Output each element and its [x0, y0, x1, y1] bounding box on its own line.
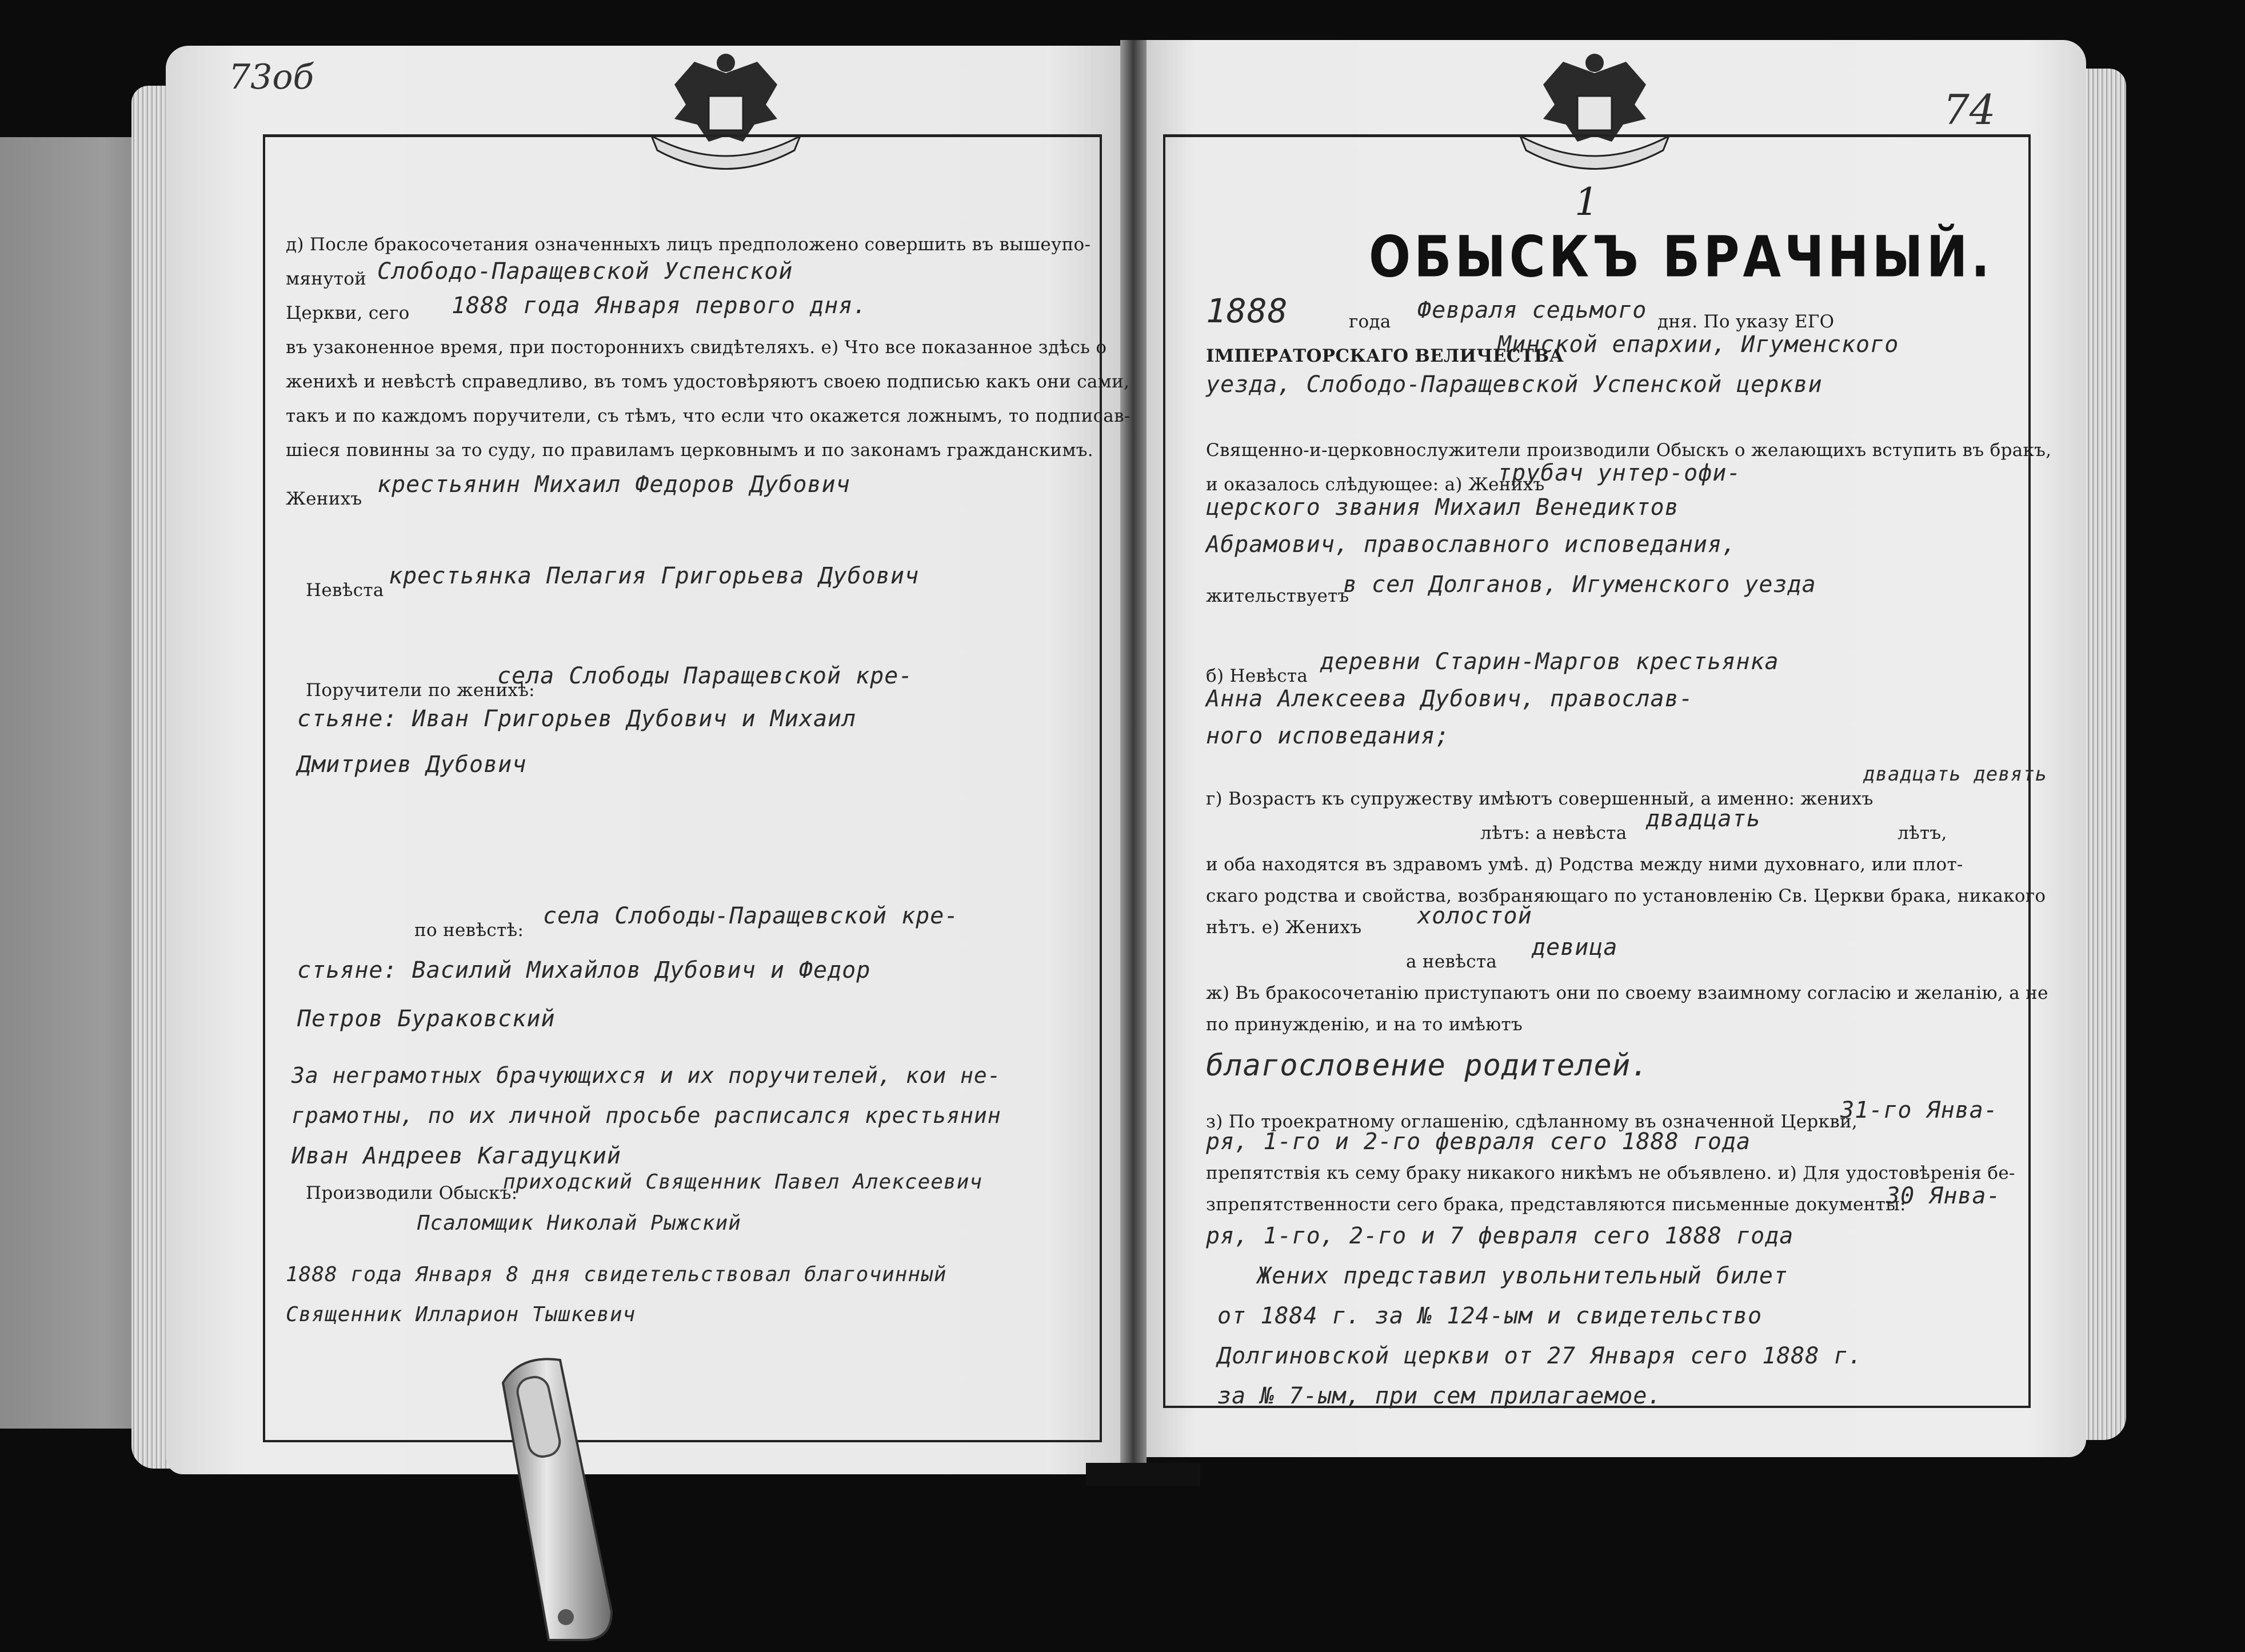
- groom-marital-handwriting: холостой: [1417, 903, 1532, 929]
- banns-handwriting-4: ря, 1-го, 2-го и 7 февраля сего 1888 года: [1206, 1223, 1794, 1249]
- age-line-4: скаго родства и свойства, возбраняющаго по установленію Св. Церкви брака, никакого: [1206, 886, 2046, 906]
- performed-by-psalmist: Псаломщик Николай Рыжский: [417, 1211, 741, 1235]
- left-page-frame: [263, 134, 1102, 1442]
- imperial-majesty-label: ІМПЕРАТОРСКАГО ВЕЛИЧЕСТВА: [1206, 346, 1564, 366]
- footer-note-line-2: Священник Илларион Тышкевич: [286, 1303, 636, 1326]
- banns-handwriting-3: 30 Янва-: [1886, 1183, 2001, 1209]
- record-title: ОБЫСКЪ БРАЧНЫЙ.: [1369, 224, 1994, 290]
- book-gutter: [1120, 40, 1147, 1480]
- section-d-line-1: д) После бракосочетания означенныхъ лицъ предположено совершить въ вышеупо-: [286, 234, 1091, 255]
- section-d-line-5: женихѣ и невѣстѣ справедливо, въ томъ удостовѣряютъ своею подписью какъ они сами,: [286, 371, 1130, 392]
- guarantors-bride-label: по невѣстѣ:: [414, 920, 524, 941]
- consent-handwriting: благословение родителей.: [1206, 1049, 1649, 1083]
- guarantors-groom-line-1: села Слободы Паращевской кре-: [497, 663, 913, 689]
- bride-marital-label: а невѣста: [1406, 951, 1497, 972]
- section-d-line-3: Церкви, сего: [286, 303, 410, 323]
- consent-line-1: ж) Въ бракосочетанію приступаютъ они по своему взаимному согласію и желанію, а не: [1206, 983, 2048, 1003]
- section-d-line-7: шіеся повинны за то суду, по правиламъ церковнымъ и по законамъ гражданскимъ.: [286, 440, 1093, 461]
- performed-by-label: Производили Обыскъ:: [306, 1183, 518, 1203]
- banns-line-1: з) По троекратному оглашенію, сдѣланному въ означенной Церкви,: [1206, 1111, 1858, 1132]
- guarantors-groom-line-2: стьяне: Иван Григорьев Дубович и Михаил: [297, 706, 857, 732]
- uezd-handwriting: уезда, Слободо-Паращевской Успенской церкви: [1206, 371, 1823, 398]
- age-line-1: г) Возрастъ къ супружеству имѣютъ совершенный, а именно: женихъ: [1206, 789, 1874, 809]
- groom-name-handwriting: церского звания Михаил Венедиктов: [1206, 494, 1679, 521]
- folio-right: 74: [1943, 86, 1996, 134]
- groom-marital-label: нѣтъ. е) Женихъ: [1206, 917, 1362, 938]
- record-year: 1888: [1206, 291, 1288, 330]
- day-label: дня. По указу ЕГО: [1657, 311, 1835, 332]
- section-d-line-4: въ узаконенное время, при постороннихъ свидѣтеляхъ. е) Что все показанное здѣсь о: [286, 337, 1107, 358]
- guarantors-groom-label: Поручители по женихѣ:: [306, 680, 535, 701]
- performed-by-priest: приходский Священник Павел Алексеевич: [503, 1170, 982, 1194]
- documents-handwriting-2: от 1884 г. за № 124-ым и свидетельство: [1217, 1303, 1763, 1329]
- guarantors-groom-line-3: Дмитриев Дубович: [297, 751, 527, 778]
- groom-handwriting: крестьянин Михаил Федоров Дубович: [377, 471, 850, 498]
- groom-label-right: и оказалось слѣдующее: а) Женихъ: [1206, 474, 1545, 495]
- section-d-line-6: такъ и по каждомъ поручители, съ тѣмъ, что если что окажется ложнымъ, то подписав-: [286, 406, 1131, 426]
- consent-line-2: по принужденію, и на то имѣютъ: [1206, 1014, 1523, 1035]
- documents-handwriting-3: Долгиновской церкви от 27 Января сего 1888 г.: [1217, 1343, 1863, 1369]
- metal-binder-clip: [497, 1349, 629, 1646]
- years-label-2: лѣтъ,: [1898, 823, 1947, 843]
- year-label: года: [1349, 311, 1391, 332]
- bride-age-handwriting: двадцать: [1646, 806, 1761, 832]
- residence-handwriting: в сел Долганов, Игуменского уезда: [1343, 571, 1816, 598]
- section-d-line-2: мянутой: [286, 269, 367, 289]
- bride-label-right: б) Невѣста: [1206, 666, 1308, 686]
- bride-marital-handwriting: девица: [1532, 934, 1618, 961]
- folio-left: 73об: [229, 57, 314, 97]
- groom-label: Женихъ: [286, 489, 362, 509]
- groom-age-handwriting: двадцать девять: [1863, 763, 2048, 786]
- bride-line-3: ного исповедания;: [1206, 723, 1450, 749]
- years-label-1: лѣтъ: а невѣста: [1480, 823, 1627, 843]
- documents-handwriting-4: за № 7-ым, при сем прилагаемое.: [1217, 1383, 1662, 1409]
- banns-handwriting-1: 31-го Янва-: [1840, 1097, 1998, 1123]
- banns-line-4: зпрепятственности сего брака, представляются письменные документы:: [1206, 1194, 1906, 1215]
- banns-line-3: препятствія къ сему браку никакого никѣмъ не объявлено. и) Для удостовѣренія бе-: [1206, 1163, 2015, 1183]
- bride-line-1: деревни Старин-Маргов крестьянка: [1320, 649, 1779, 675]
- illiterate-note-line-3: Иван Андреев Кагадуцкий: [291, 1143, 621, 1169]
- search-intro-line: Священно-и-церковнослужители производили Обыскъ о желающихъ вступить въ бракъ,: [1206, 440, 2052, 461]
- age-line-3: и оба находятся въ здравомъ умѣ. д) Родства между ними духовнаго, или плот-: [1206, 854, 1963, 875]
- church-name-handwriting: Слободо-Паращевской Успенской: [377, 258, 793, 285]
- illiterate-note-line-2: грамотны, по их личной просьбе расписался крестьянин: [291, 1103, 1001, 1128]
- banns-handwriting-2: ря, 1-го и 2-го февраля сего 1888 года: [1206, 1129, 1751, 1155]
- groom-surname-handwriting: Абрамович, православного исповедания,: [1206, 531, 1737, 558]
- bride-line-2: Анна Алексеева Дубович, православ-: [1206, 686, 1693, 712]
- bride-label-left: Невѣста: [306, 580, 384, 601]
- guarantors-bride-line-2: стьяне: Василий Михайлов Дубович и Федор: [297, 957, 871, 983]
- guarantors-bride-line-3: Петров Бураковский: [297, 1006, 556, 1032]
- illiterate-note-line-1: За неграмотных брачующихся и их поручителей, кои не-: [291, 1063, 1001, 1088]
- spine-shadow: [1086, 1463, 1200, 1486]
- groom-rank-handwriting: трубач унтер-офи-: [1497, 460, 1741, 486]
- documents-handwriting-1: Жених представил увольнительный билет: [1257, 1263, 1788, 1289]
- month-handwriting: Февраля седьмого: [1417, 297, 1647, 323]
- footer-note-line-1: 1888 года Января 8 дня свидетельствовал благочинный: [286, 1263, 947, 1286]
- eparchy-handwriting: Минской епархии, Игуменского: [1497, 331, 1899, 358]
- record-number: 1: [1575, 180, 1599, 224]
- residence-label: жительствуетъ: [1206, 586, 1349, 606]
- guarantors-bride-line-1: села Слободы-Паращевской кре-: [543, 903, 959, 929]
- bride-handwriting-left: крестьянка Пелагия Григорьева Дубович: [389, 563, 920, 589]
- date-handwriting: 1888 года Января первого дня.: [452, 293, 868, 319]
